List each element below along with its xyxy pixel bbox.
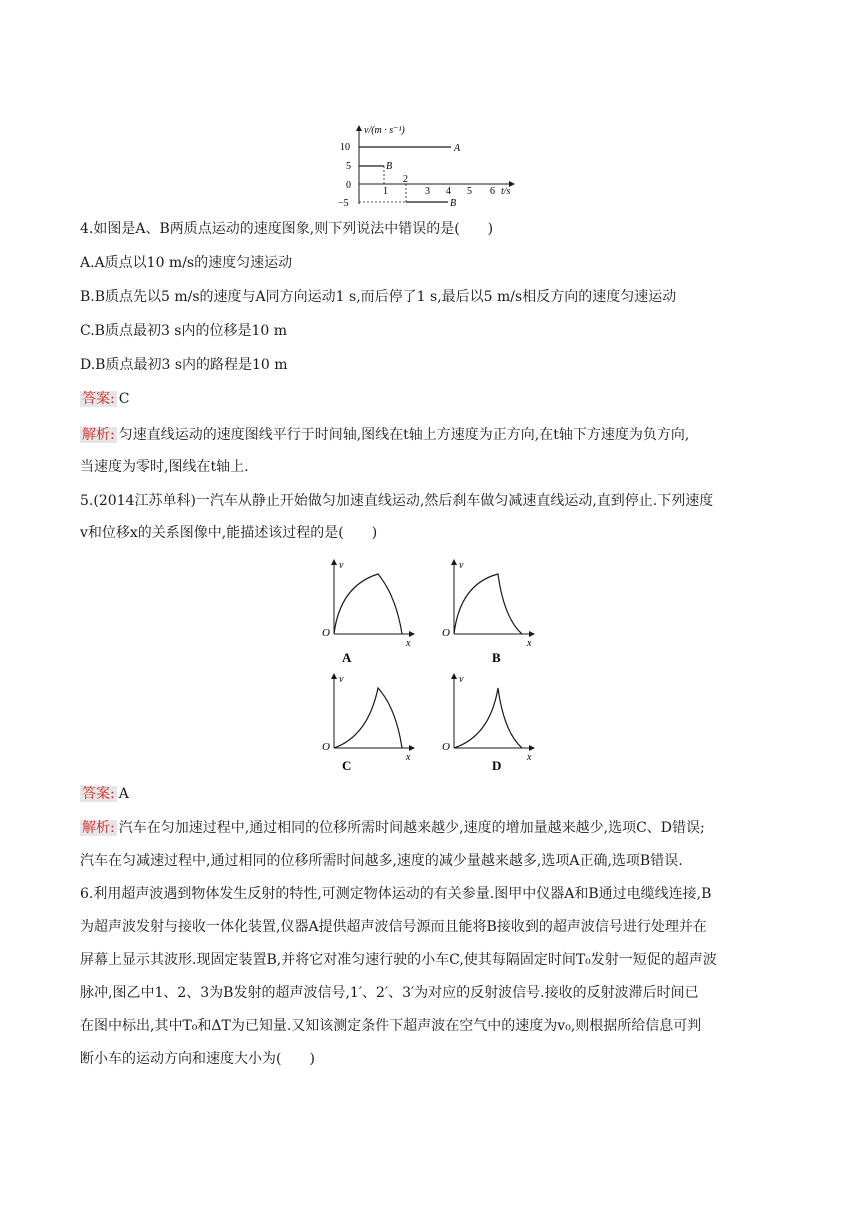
y-tick: 10	[340, 142, 350, 153]
graph-a	[322, 560, 414, 665]
q5-answer	[80, 784, 129, 804]
curve-a	[334, 574, 402, 634]
svg-text:O: O	[322, 741, 330, 753]
x-tick: 1	[383, 186, 388, 197]
line-b-neg-label: B	[450, 198, 457, 208]
svg-text:D: D	[492, 758, 502, 773]
q4-option-b: B.B质点先以5 m/s的速度与A同方向运动1 s,而后停了1 s,最后以5 m/s相反方向的速度匀速运动	[80, 289, 677, 305]
svg-text:O: O	[322, 627, 330, 639]
svg-text:A: A	[342, 650, 352, 665]
svg-text:v: v	[459, 674, 464, 685]
x-tick: 4	[446, 186, 451, 197]
q4-analysis-1	[80, 425, 689, 445]
answer-tag: 答案:	[82, 786, 115, 802]
svg-text:x: x	[527, 638, 532, 649]
svg-text:C: C	[342, 758, 352, 773]
svg-text:x: x	[406, 638, 411, 649]
svg-text:v: v	[339, 674, 344, 685]
curve-d	[454, 688, 522, 748]
q4-stem: 4.如图是A、B两质点运动的速度图象,则下列说法中错误的是( )	[80, 221, 494, 237]
q6-line-6: 断小车的运动方向和速度大小为( )	[80, 1051, 315, 1067]
curve-c	[334, 688, 402, 748]
y-tick: −5	[338, 198, 349, 208]
analysis-tag: 解析:	[82, 820, 115, 836]
q6-line-4: 脉冲,图乙中1、2、3为B发射的超声波信号,1′、2′、3′为对应的反射波信号.接收的反射波滞后时间已	[80, 985, 699, 1001]
line-b-pos-label: B	[386, 161, 393, 172]
q5-stem-2: v和位移x的关系图像中,能描述该过程的是( )	[80, 525, 378, 541]
answer-value: C	[118, 391, 130, 407]
svg-text:O: O	[442, 627, 450, 639]
analysis-text: 汽车在匀加速过程中,通过相同的位移所需时间越来越少,速度的增加量越来越少,选项C、D错误;	[118, 820, 705, 836]
svg-text:v: v	[459, 560, 464, 571]
svg-text:x: x	[406, 752, 411, 763]
svg-text:O: O	[442, 741, 450, 753]
x-tick: 2	[403, 174, 408, 185]
graph-d	[442, 674, 534, 773]
curve-b	[454, 574, 522, 634]
q5-graphs	[318, 556, 548, 774]
q4-option-c: C.B质点最初3 s内的位移是10 m	[80, 323, 288, 339]
x-tick: 5	[467, 186, 472, 197]
svg-text:B: B	[492, 650, 501, 665]
analysis-text: 匀速直线运动的速度图线平行于时间轴,图线在t轴上方速度为正方向,在t轴下方速度为负方向,	[118, 427, 690, 443]
x-tick: 6	[490, 186, 495, 197]
q4-answer	[80, 389, 129, 409]
q4-analysis-2: 当速度为零时,图线在t轴上.	[80, 459, 249, 475]
answer-tag: 答案:	[82, 391, 115, 407]
q6-line-1: 6.利用超声波遇到物体发生反射的特性,可测定物体运动的有关参量.图甲中仪器A和B通过电缆线连接,B	[80, 886, 712, 902]
q5-analysis-2: 汽车在匀减速过程中,通过相同的位移所需时间越多,速度的减少量越来越多,选项A正确,选项B错误.	[80, 853, 683, 869]
q5-analysis-1	[80, 818, 705, 838]
q6-line-2: 为超声波发射与接收一体化装置,仪器A提供超声波信号源而且能将B接收到的超声波信号进行处理并在	[80, 919, 707, 935]
t-axis-label: t/s	[501, 186, 511, 197]
y-tick: 5	[346, 161, 351, 172]
line-a-label: A	[454, 143, 461, 154]
q6-line-3: 屏幕上显示其波形.现固定装置B,并将它对准匀速行驶的小车C,使其每隔固定时间T₀发射一短促的超声波	[80, 952, 717, 968]
analysis-tag: 解析:	[82, 427, 115, 443]
graph-b	[442, 560, 534, 665]
q4-option-a: A.A质点以10 m/s的速度匀速运动	[80, 255, 293, 271]
y-tick: 0	[346, 180, 351, 191]
v-axis-label: v/(m · s⁻¹)	[364, 125, 405, 136]
svg-text:x: x	[527, 752, 532, 763]
q4-vt-graph	[336, 122, 526, 208]
answer-value: A	[118, 786, 129, 802]
q5-stem-1: 5.(2014江苏单科)一汽车从静止开始做匀加速直线运动,然后刹车做匀减速直线运动,直到停止.下列速度	[80, 493, 714, 509]
svg-text:v: v	[339, 560, 344, 571]
graph-c	[322, 674, 414, 773]
x-tick: 3	[425, 186, 430, 197]
q4-option-d: D.B质点最初3 s内的路程是10 m	[80, 357, 288, 373]
q6-line-5: 在图中标出,其中T₀和ΔT为已知量.又知该测定条件下超声波在空气中的速度为v₀,则根据所给信息可判	[80, 1018, 702, 1034]
